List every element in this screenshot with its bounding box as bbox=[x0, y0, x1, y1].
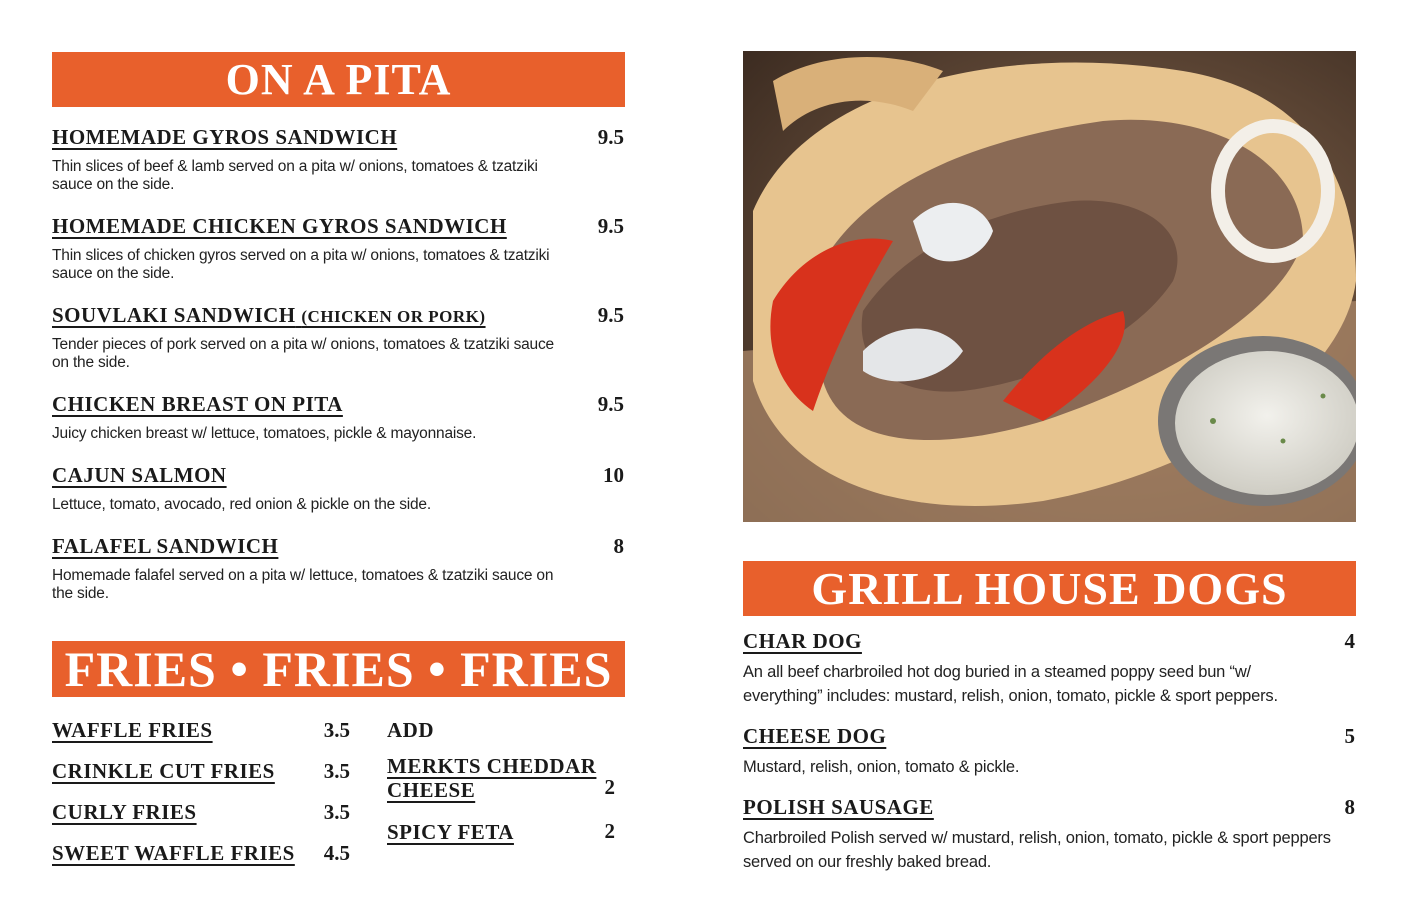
menu-item-curly-fries bbox=[52, 800, 350, 825]
item-name: CURLY FRIES bbox=[52, 800, 197, 824]
item-name: FALAFEL SANDWICH bbox=[52, 534, 279, 558]
item-name: CHICKEN BREAST ON PITA bbox=[52, 392, 343, 416]
menu-item-cheese-dog bbox=[743, 724, 1355, 779]
item-price: 9.5 bbox=[597, 214, 624, 238]
item-name: CRINKLE CUT FRIES bbox=[52, 759, 275, 783]
item-name: MERKTS CHEDDAR CHEESE bbox=[387, 754, 597, 802]
item-description: Tender pieces of pork served on a pita w/ onions, tomatoes & tzatziki sauce on the side. bbox=[52, 336, 554, 371]
item-name: SWEET WAFFLE FRIES bbox=[52, 841, 295, 865]
item-price: 3.5 bbox=[323, 759, 350, 783]
item-price: 3.5 bbox=[323, 718, 350, 742]
menu-item-falafel-sandwich bbox=[52, 534, 624, 603]
item-price: 2 bbox=[604, 775, 615, 799]
menu-item-chicken-breast-pita bbox=[52, 392, 624, 443]
menu-item-waffle-fries bbox=[52, 718, 350, 743]
item-description: Lettuce, tomato, avocado, red onion & pickle on the side. bbox=[52, 496, 431, 513]
item-name: SPICY FETA bbox=[387, 820, 514, 844]
item-name: CHAR DOG bbox=[743, 629, 862, 653]
add-ons-label: ADD bbox=[387, 718, 434, 742]
item-name: CAJUN SALMON bbox=[52, 463, 227, 487]
menu-item-crinkle-cut-fries bbox=[52, 759, 350, 784]
item-price: 9.5 bbox=[597, 392, 624, 416]
item-description: Thin slices of chicken gyros served on a pita w/ onions, tomatoes & tzatziki sauce on the side. bbox=[52, 247, 550, 282]
item-price: 3.5 bbox=[323, 800, 350, 824]
menu-item-sweet-waffle-fries bbox=[52, 841, 350, 866]
menu-item-souvlaki-sandwich bbox=[52, 303, 624, 372]
item-price: 10 bbox=[603, 463, 624, 487]
item-price: 9.5 bbox=[597, 125, 624, 149]
item-price: 5 bbox=[1344, 724, 1355, 748]
item-name bbox=[52, 303, 486, 328]
item-price: 8 bbox=[1344, 795, 1355, 819]
addon-cheddar-cheese bbox=[387, 754, 615, 802]
item-name: HOMEMADE CHICKEN GYROS SANDWICH bbox=[52, 214, 507, 238]
gyro-illustration bbox=[743, 51, 1356, 522]
addon-spicy-feta bbox=[387, 819, 615, 844]
item-description: Charbroiled Polish served w/ mustard, relish, onion, tomato, pickle & sport peppers served on our freshly baked bread. bbox=[743, 829, 1331, 871]
menu-item-char-dog bbox=[743, 629, 1355, 708]
item-description: An all beef charbroiled hot dog buried in a steamed poppy seed bun “w/ everything” includes: mustard, relish, onion, tomato, pickle & sport peppers. bbox=[743, 663, 1278, 705]
item-price: 4.5 bbox=[323, 841, 350, 865]
menu-item-gyros-sandwich bbox=[52, 125, 624, 194]
pita-section-heading: ON A PITA bbox=[52, 52, 625, 107]
gyro-photo bbox=[743, 51, 1356, 522]
item-description: Mustard, relish, onion, tomato & pickle. bbox=[743, 758, 1020, 776]
item-name: CHEESE DOG bbox=[743, 724, 887, 748]
item-price: 8 bbox=[613, 534, 624, 558]
fries-section-heading: FRIES • FRIES • FRIES bbox=[52, 641, 625, 697]
item-description: Homemade falafel served on a pita w/ lettuce, tomatoes & tzatziki sauce on the side. bbox=[52, 567, 554, 602]
item-price: 9.5 bbox=[597, 303, 624, 327]
item-name: WAFFLE FRIES bbox=[52, 718, 213, 742]
item-description: Thin slices of beef & lamb served on a pita w/ onions, tomatoes & tzatziki sauce on the side. bbox=[52, 158, 538, 193]
item-price: 2 bbox=[604, 819, 615, 843]
dogs-section-heading: GRILL HOUSE DOGS bbox=[743, 561, 1356, 616]
item-name-text: SOUVLAKI SANDWICH bbox=[52, 303, 296, 327]
item-description: Juicy chicken breast w/ lettuce, tomatoes, pickle & mayonnaise. bbox=[52, 425, 477, 442]
item-price: 4 bbox=[1344, 629, 1355, 653]
menu-item-cajun-salmon bbox=[52, 463, 624, 514]
item-name: HOMEMADE GYROS SANDWICH bbox=[52, 125, 398, 149]
menu-item-chicken-gyros-sandwich bbox=[52, 214, 624, 283]
item-name: POLISH SAUSAGE bbox=[743, 795, 934, 819]
item-name-note: (CHICKEN OR PORK) bbox=[301, 307, 486, 326]
menu-item-polish-sausage bbox=[743, 795, 1355, 874]
